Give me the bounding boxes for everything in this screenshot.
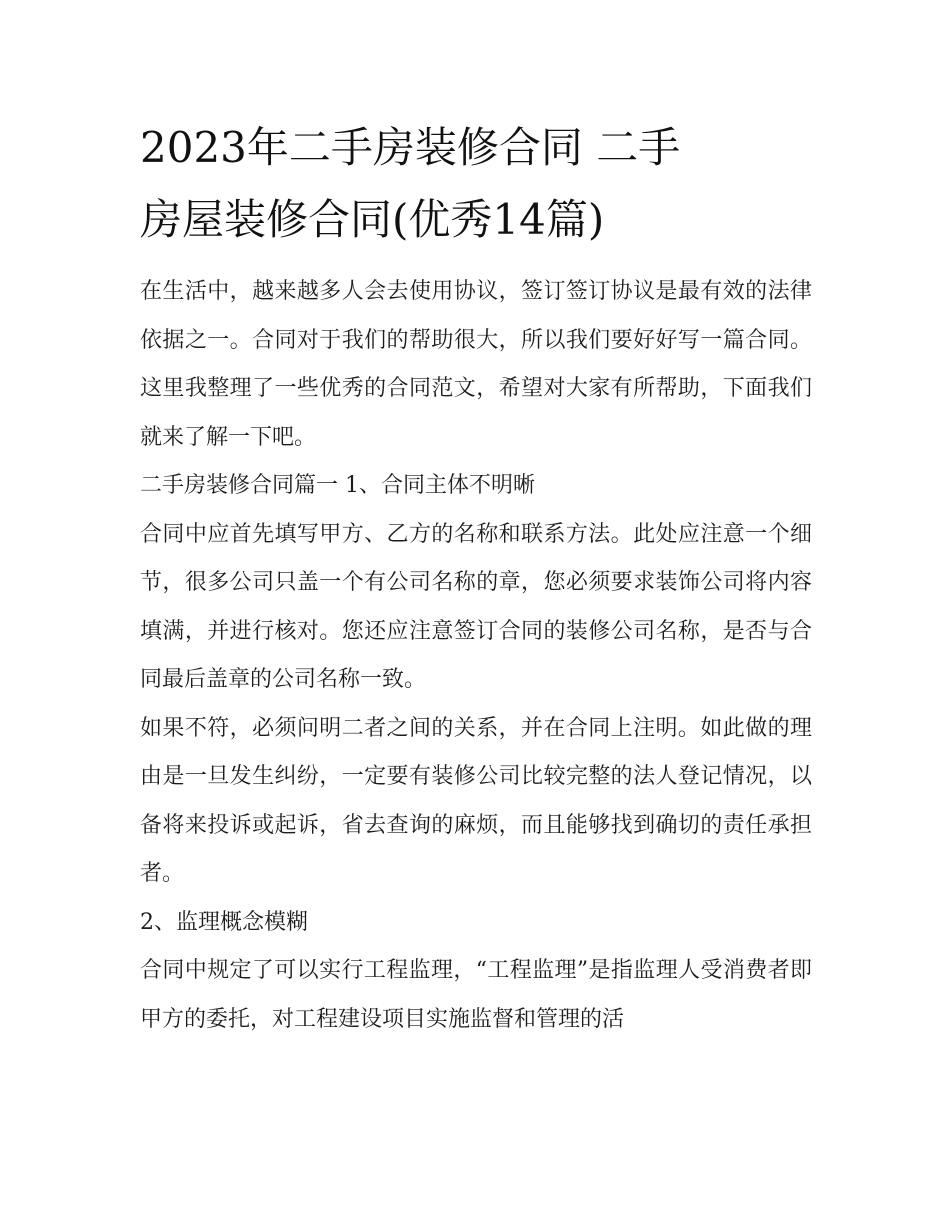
document-content [140,112,812,1044]
body-paragraph-2: 如果不符，必须问明二者之间的关系，并在合同上注明。如此做的理由是一旦发生纠纷，一定要有装修公司比较完整的法人登记情况，以备将来投诉或起诉，省去查询的麻烦，而且能够找到确切的责任承担者。 [140,715,812,886]
document-title-line-2: 房屋装修合同(优秀14篇) [140,195,605,244]
intro-paragraph: 在生活中，越来越多人会去使用协议，签订签订协议是最有效的法律依据之一。合同对于我们的帮助很大，所以我们要好好写一篇合同。这里我整理了一些优秀的合同范文，希望对大家有所帮助，下面我们就来了解一下吧。 [140,279,812,450]
body-paragraph-3: 合同中规定了可以实行工程监理，“工程监理”是指监理人受消费者即甲方的委托，对工程建设项目实施监督和管理的活 [140,958,812,1032]
body-paragraph-1: 合同中应首先填写甲方、乙方的名称和联系方法。此处应注意一个细节，很多公司只盖一个有公司名称的章，您必须要求装饰公司将内容填满，并进行核对。您还应注意签订合同的装修公司名称，是否与合同最后盖章的公司名称一致。 [140,521,812,692]
section-heading-1: 二手房装修合同篇一 1、合同主体不明晰 [140,473,535,498]
document-body [140,268,812,1044]
document-title [140,112,812,256]
document-title-line-1: 2023年二手房装修合同 二手 [140,123,681,172]
section-heading-2: 2、监理概念模糊 [140,909,308,935]
